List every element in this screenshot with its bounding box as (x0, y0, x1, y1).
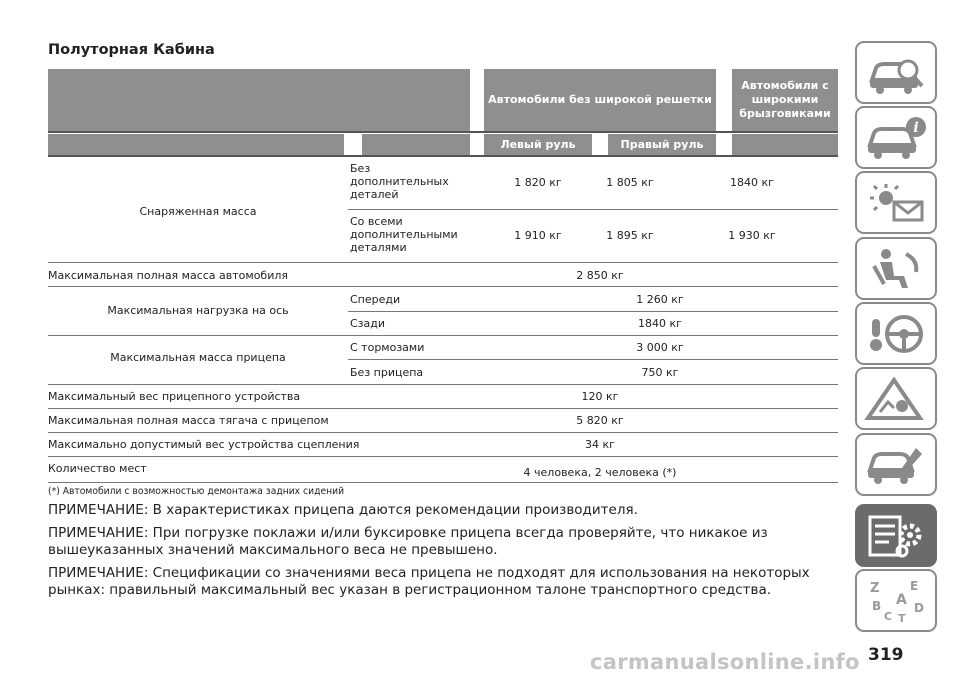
svg-text:C: C (884, 609, 893, 623)
gross-mass-label: Максимальная полная масса автомобиля (48, 269, 289, 282)
axle-rear-value: 1840 кг (638, 317, 682, 330)
curb-mass-sub2-rhd: 1 895 кг (606, 229, 654, 242)
trailer-unbraked-label: Без прицепа (350, 366, 424, 379)
curb-mass-sub2-wide: 1 930 кг (728, 229, 776, 242)
curb-mass-sub1-rhd: 1 805 кг (606, 176, 654, 189)
seats-label: Количество мест (48, 462, 147, 475)
header-wide-mudguards: Автомобили с широкими брызговиками (732, 69, 838, 131)
tab-starting-driving[interactable] (855, 302, 937, 365)
svg-text:i: i (913, 119, 919, 136)
row-divider (348, 359, 838, 360)
tab-vehicle-info[interactable] (855, 106, 937, 169)
axle-load-label: Максимальная нагрузка на ось (107, 304, 289, 317)
curb-mass-label: Снаряженная масса (139, 205, 257, 218)
note-2: ПРИМЕЧАНИЕ: При погрузке поклажи и/или буксировке прицепа всегда проверяйте, что никакое из вышеуказанных значений максимального веса не превышено. (48, 525, 768, 558)
trailer-mass-label: Максимальная масса прицепа (110, 351, 286, 364)
tab-emergency[interactable] (855, 367, 937, 430)
svg-text:A: A (896, 591, 907, 608)
seats-value: 4 человека, 2 человека (*) (523, 466, 677, 479)
steering-wheel-icon (864, 311, 928, 357)
hitch-weight-value: 120 кг (581, 390, 619, 403)
watermark: carmanualsonline.info (590, 650, 860, 674)
curb-mass-sub2: Со всеми дополнительными деталями (350, 215, 458, 254)
row-divider (348, 311, 838, 312)
tab-technical-data[interactable] (855, 504, 937, 567)
car-search-icon (864, 50, 928, 96)
svg-text:E: E (910, 578, 919, 593)
row-divider (48, 408, 838, 409)
row-divider (48, 432, 838, 433)
svg-text:T: T (898, 611, 906, 624)
header-bottom (48, 155, 838, 157)
curb-mass-sub1-lhd: 1 820 кг (514, 176, 562, 189)
tab-warning-lights[interactable] (855, 171, 937, 234)
page-title: Полуторная Кабина (48, 42, 215, 58)
header-sub-empty-1 (48, 134, 344, 155)
alphabetical-index-icon (864, 578, 928, 624)
trailer-braked-label: С тормозами (350, 341, 425, 354)
tab-index[interactable] (855, 569, 937, 632)
car-maintenance-icon (864, 442, 928, 488)
header-sub-empty-2 (362, 134, 470, 155)
page-number: 319 (868, 645, 904, 665)
header-empty-cell (48, 69, 470, 131)
coupling-weight-label: Максимально допустимый вес устройства сцепления (48, 438, 360, 451)
technical-specs-icon (864, 513, 928, 559)
header-no-wide-grille: Автомобили без широкой решетки (484, 69, 716, 131)
svg-text:Z: Z (870, 580, 880, 596)
emergency-triangle-icon (864, 376, 928, 422)
curb-mass-sub1: Без дополнительных деталей (350, 162, 449, 201)
trailer-braked-value: 3 000 кг (636, 341, 684, 354)
train-mass-value: 5 820 кг (576, 414, 624, 427)
curb-mass-sub1-wide: 1840 кг (730, 176, 774, 189)
trailer-unbraked-value: 750 кг (641, 366, 679, 379)
table-bottom (48, 482, 838, 483)
tab-safety[interactable] (855, 237, 937, 300)
warning-lights-icon (864, 180, 928, 226)
car-info-icon (864, 115, 928, 161)
note-1: ПРИМЕЧАНИЕ: В характеристиках прицепа даются рекомендации производителя. (48, 502, 638, 518)
hitch-weight-label: Максимальный вес прицепного устройства (48, 390, 301, 403)
row-divider (48, 384, 838, 385)
train-mass-label: Максимальная полная масса тягача с прицепом (48, 414, 329, 427)
row-divider (48, 456, 838, 457)
airbag-safety-icon (864, 246, 928, 292)
coupling-weight-value: 34 кг (585, 438, 615, 451)
header-left-hand: Левый руль (484, 134, 592, 155)
axle-front-value: 1 260 кг (636, 293, 684, 306)
svg-text:B: B (872, 598, 882, 613)
gross-mass-value: 2 850 кг (576, 269, 624, 282)
row-divider (48, 335, 838, 336)
footnote: (*) Автомобили с возможностью демонтажа задних сидений (48, 486, 345, 497)
header-right-hand: Правый руль (608, 134, 716, 155)
axle-rear-label: Сзади (350, 317, 386, 330)
row-divider (348, 209, 838, 210)
curb-mass-sub2-lhd: 1 910 кг (514, 229, 562, 242)
header-divider (48, 131, 838, 133)
note-3: ПРИМЕЧАНИЕ: Спецификации со значениями веса прицепа не подходят для использования на некоторых рынках: правильный максимальный вес указан в регистрационном талоне транспортного средства. (48, 565, 810, 598)
row-divider (48, 286, 838, 287)
row-divider (48, 262, 838, 263)
header-sub-empty-3 (732, 134, 838, 155)
svg-text:D: D (914, 600, 924, 615)
axle-front-label: Спереди (350, 293, 401, 306)
tab-maintenance[interactable] (855, 433, 937, 496)
tab-knowing-vehicle[interactable] (855, 41, 937, 104)
